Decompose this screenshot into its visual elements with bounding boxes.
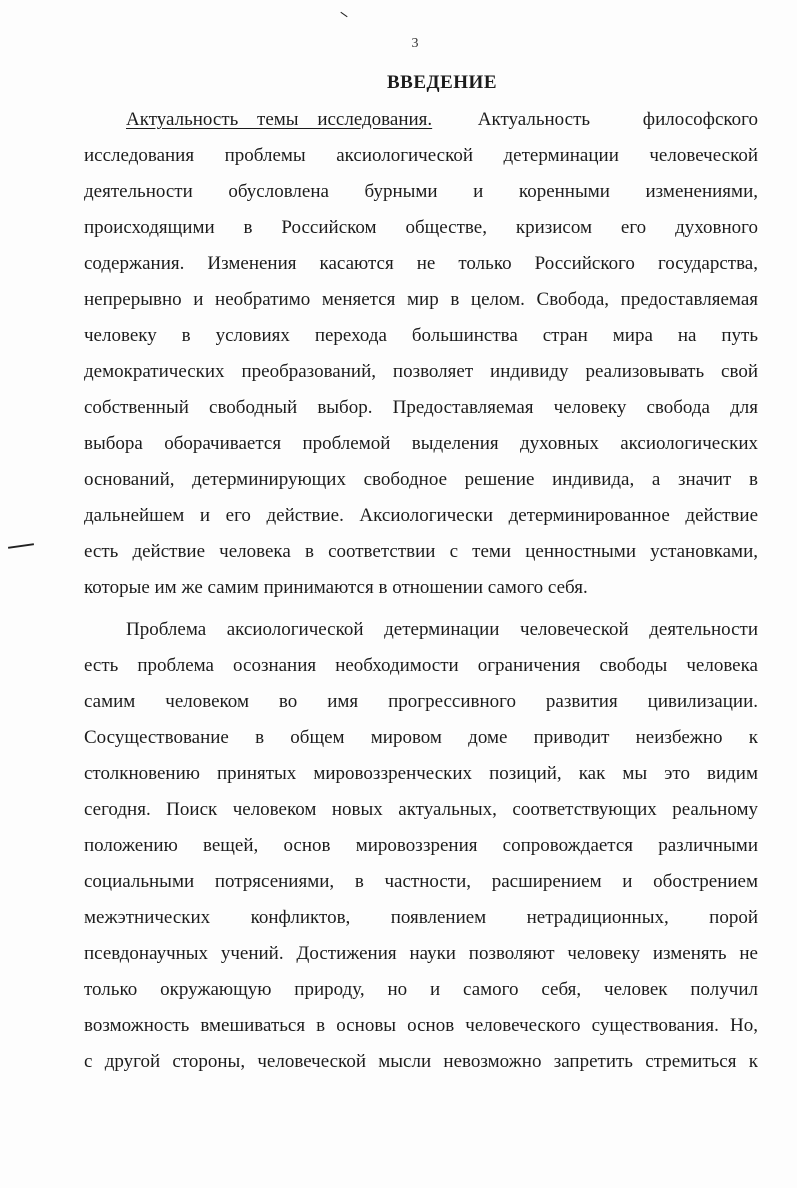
paragraph-line: демократических преобразований, позволяет индивиду реализовывать свой xyxy=(84,361,758,382)
paragraph-line: непрерывно и необратимо меняется мир в целом. Свобода, предоставляемая xyxy=(84,289,758,310)
paragraph-line: собственный свободный выбор. Предоставляемая человеку свобода для xyxy=(84,397,758,418)
paragraph-line: социальными потрясениями, в частности, расширением и обострением xyxy=(84,871,758,892)
page-number: 3 xyxy=(411,36,419,51)
paragraph-line: оснований, детерминирующих свободное решение индивида, а значит в xyxy=(84,469,758,490)
paragraph-line: возможность вмешиваться в основы основ человеческого существования. Но, xyxy=(84,1015,758,1036)
paragraph-line: дальнейшем и его действие. Аксиологически детерминированное действие xyxy=(84,505,758,526)
topic-relevance-lead: Актуальность темы исследования. xyxy=(126,109,433,130)
paragraph-line: Сосуществование в общем мировом доме приводит неизбежно к xyxy=(84,727,758,748)
paragraph-line: деятельности обусловлена бурными и коренными изменениями, xyxy=(84,181,758,202)
paragraph-line: положению вещей, основ мировоззрения сопровождается различными xyxy=(84,835,758,856)
paragraph-line: только окружающую природу, но и самого себя, человек получил xyxy=(84,979,758,1000)
paragraph-line: с другой стороны, человеческой мысли невозможно запретить стремиться к xyxy=(84,1051,758,1072)
paragraph-line: межэтнических конфликтов, появлением нетрадиционных, порой xyxy=(84,907,758,928)
paragraph-line: столкновению принятых мировоззренческих позиций, как мы это видим xyxy=(84,763,758,784)
paragraph-line: содержания. Изменения касаются не только Российского государства, xyxy=(84,253,758,274)
scan-mark-left xyxy=(8,543,34,549)
paragraph-line: сегодня. Поиск человеком новых актуальных, соответствующих реальному xyxy=(84,799,758,820)
paragraph-line: исследования проблемы аксиологической детерминации человеческой xyxy=(84,145,758,166)
paragraph-line: есть действие человека в соответствии с теми ценностными установками, xyxy=(84,541,758,562)
section-heading: ВВЕДЕНИЕ xyxy=(387,72,497,93)
paragraph-line: самим человеком во имя прогрессивного развития цивилизации. xyxy=(84,691,758,712)
paragraph-line-text: Актуальность философского xyxy=(477,109,758,130)
scan-mark-top xyxy=(340,12,347,17)
paragraph-line: псевдонаучных учений. Достижения науки позволяют человеку изменять не xyxy=(84,943,758,964)
paragraph-line: выбора оборачивается проблемой выделения духовных аксиологических xyxy=(84,433,758,454)
paragraph-line: Проблема аксиологической детерминации человеческой деятельности xyxy=(126,619,758,640)
paragraph-line: человеку в условиях перехода большинства стран мира на путь xyxy=(84,325,758,346)
paragraph-line xyxy=(126,108,758,132)
paragraph-line: происходящими в Российском обществе, кризисом его духовного xyxy=(84,217,758,238)
paragraph-line: которые им же самим принимаются в отношении самого себя. xyxy=(84,577,588,598)
paragraph-line: есть проблема осознания необходимости ограничения свободы человека xyxy=(84,655,758,676)
